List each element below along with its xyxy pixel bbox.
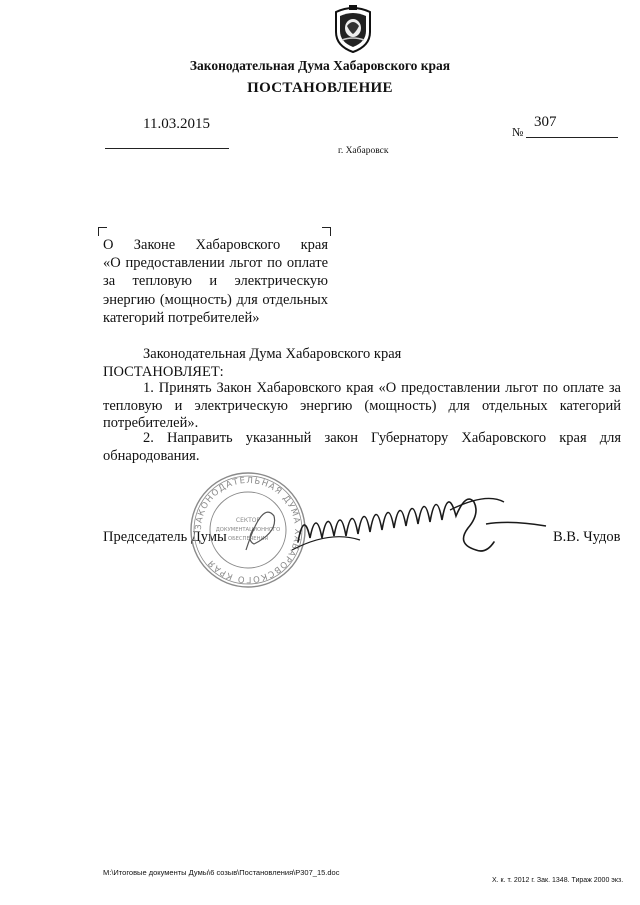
- resolution-paragraph-2: 2. Направить указанный закон Губернатору Хабаровского края для обнародования.: [103, 430, 621, 464]
- resolution-paragraph-1: 1. Принять Закон Хабаровского края «О предоставлении льгот по оплате за тепловую и электрическую энергию (мощность) для отдельных категорий потребителей».: [103, 380, 621, 432]
- signatory-position: Председатель Думы: [103, 529, 227, 545]
- subject-line: за тепловую и электрическую: [103, 273, 328, 290]
- stamp-ring-text: ЗАКОНОДАТЕЛЬНАЯ ДУМА ХАБАРОВСКОГО КРАЯ: [193, 475, 303, 585]
- number-underline: [526, 137, 618, 138]
- subject-line: О Законе Хабаровского края: [103, 237, 328, 253]
- stamp-center-line: ДОКУМЕНТАЦИОННОГО: [215, 527, 281, 533]
- date-underline: [105, 148, 229, 149]
- subject-corner-right: [322, 227, 331, 236]
- duma-line: Законодательная Дума Хабаровского края: [143, 346, 402, 362]
- document-type-title: ПОСТАНОВЛЕНИЕ: [247, 80, 393, 96]
- subject-line: категорий потребителей»: [103, 309, 260, 326]
- subject-corner-left: [98, 227, 107, 236]
- subject-line: «О предоставлении льгот по оплате: [103, 255, 328, 272]
- organization-title: Законодательная Дума Хабаровского края: [189, 58, 451, 73]
- stamp-center-line: СЕКТОР: [235, 517, 261, 524]
- number-sign: №: [512, 125, 524, 139]
- document-date: 11.03.2015: [143, 116, 210, 132]
- city-label: г. Хабаровск: [338, 146, 389, 156]
- subject-line: энергию (мощность) для отдельных: [103, 291, 328, 308]
- document-number: 307: [534, 114, 557, 130]
- coat-of-arms-icon: [330, 2, 376, 54]
- signatory-name: В.В. Чудов: [553, 529, 621, 545]
- footer-file-path: M:\Итоговые документы Думы\6 созыв\Постановления\P307_15.doc: [103, 868, 340, 877]
- subject-block: [103, 236, 328, 327]
- footer-print-info: Х. к. т. 2012 г. Зак. 1348. Тираж 2000 экз.: [492, 877, 624, 884]
- handwritten-signature: [290, 480, 550, 570]
- stamp-center-line: ОБЕСПЕЧЕНИЯ: [228, 536, 268, 542]
- resolves-heading: ПОСТАНОВЛЯЕТ:: [103, 364, 224, 380]
